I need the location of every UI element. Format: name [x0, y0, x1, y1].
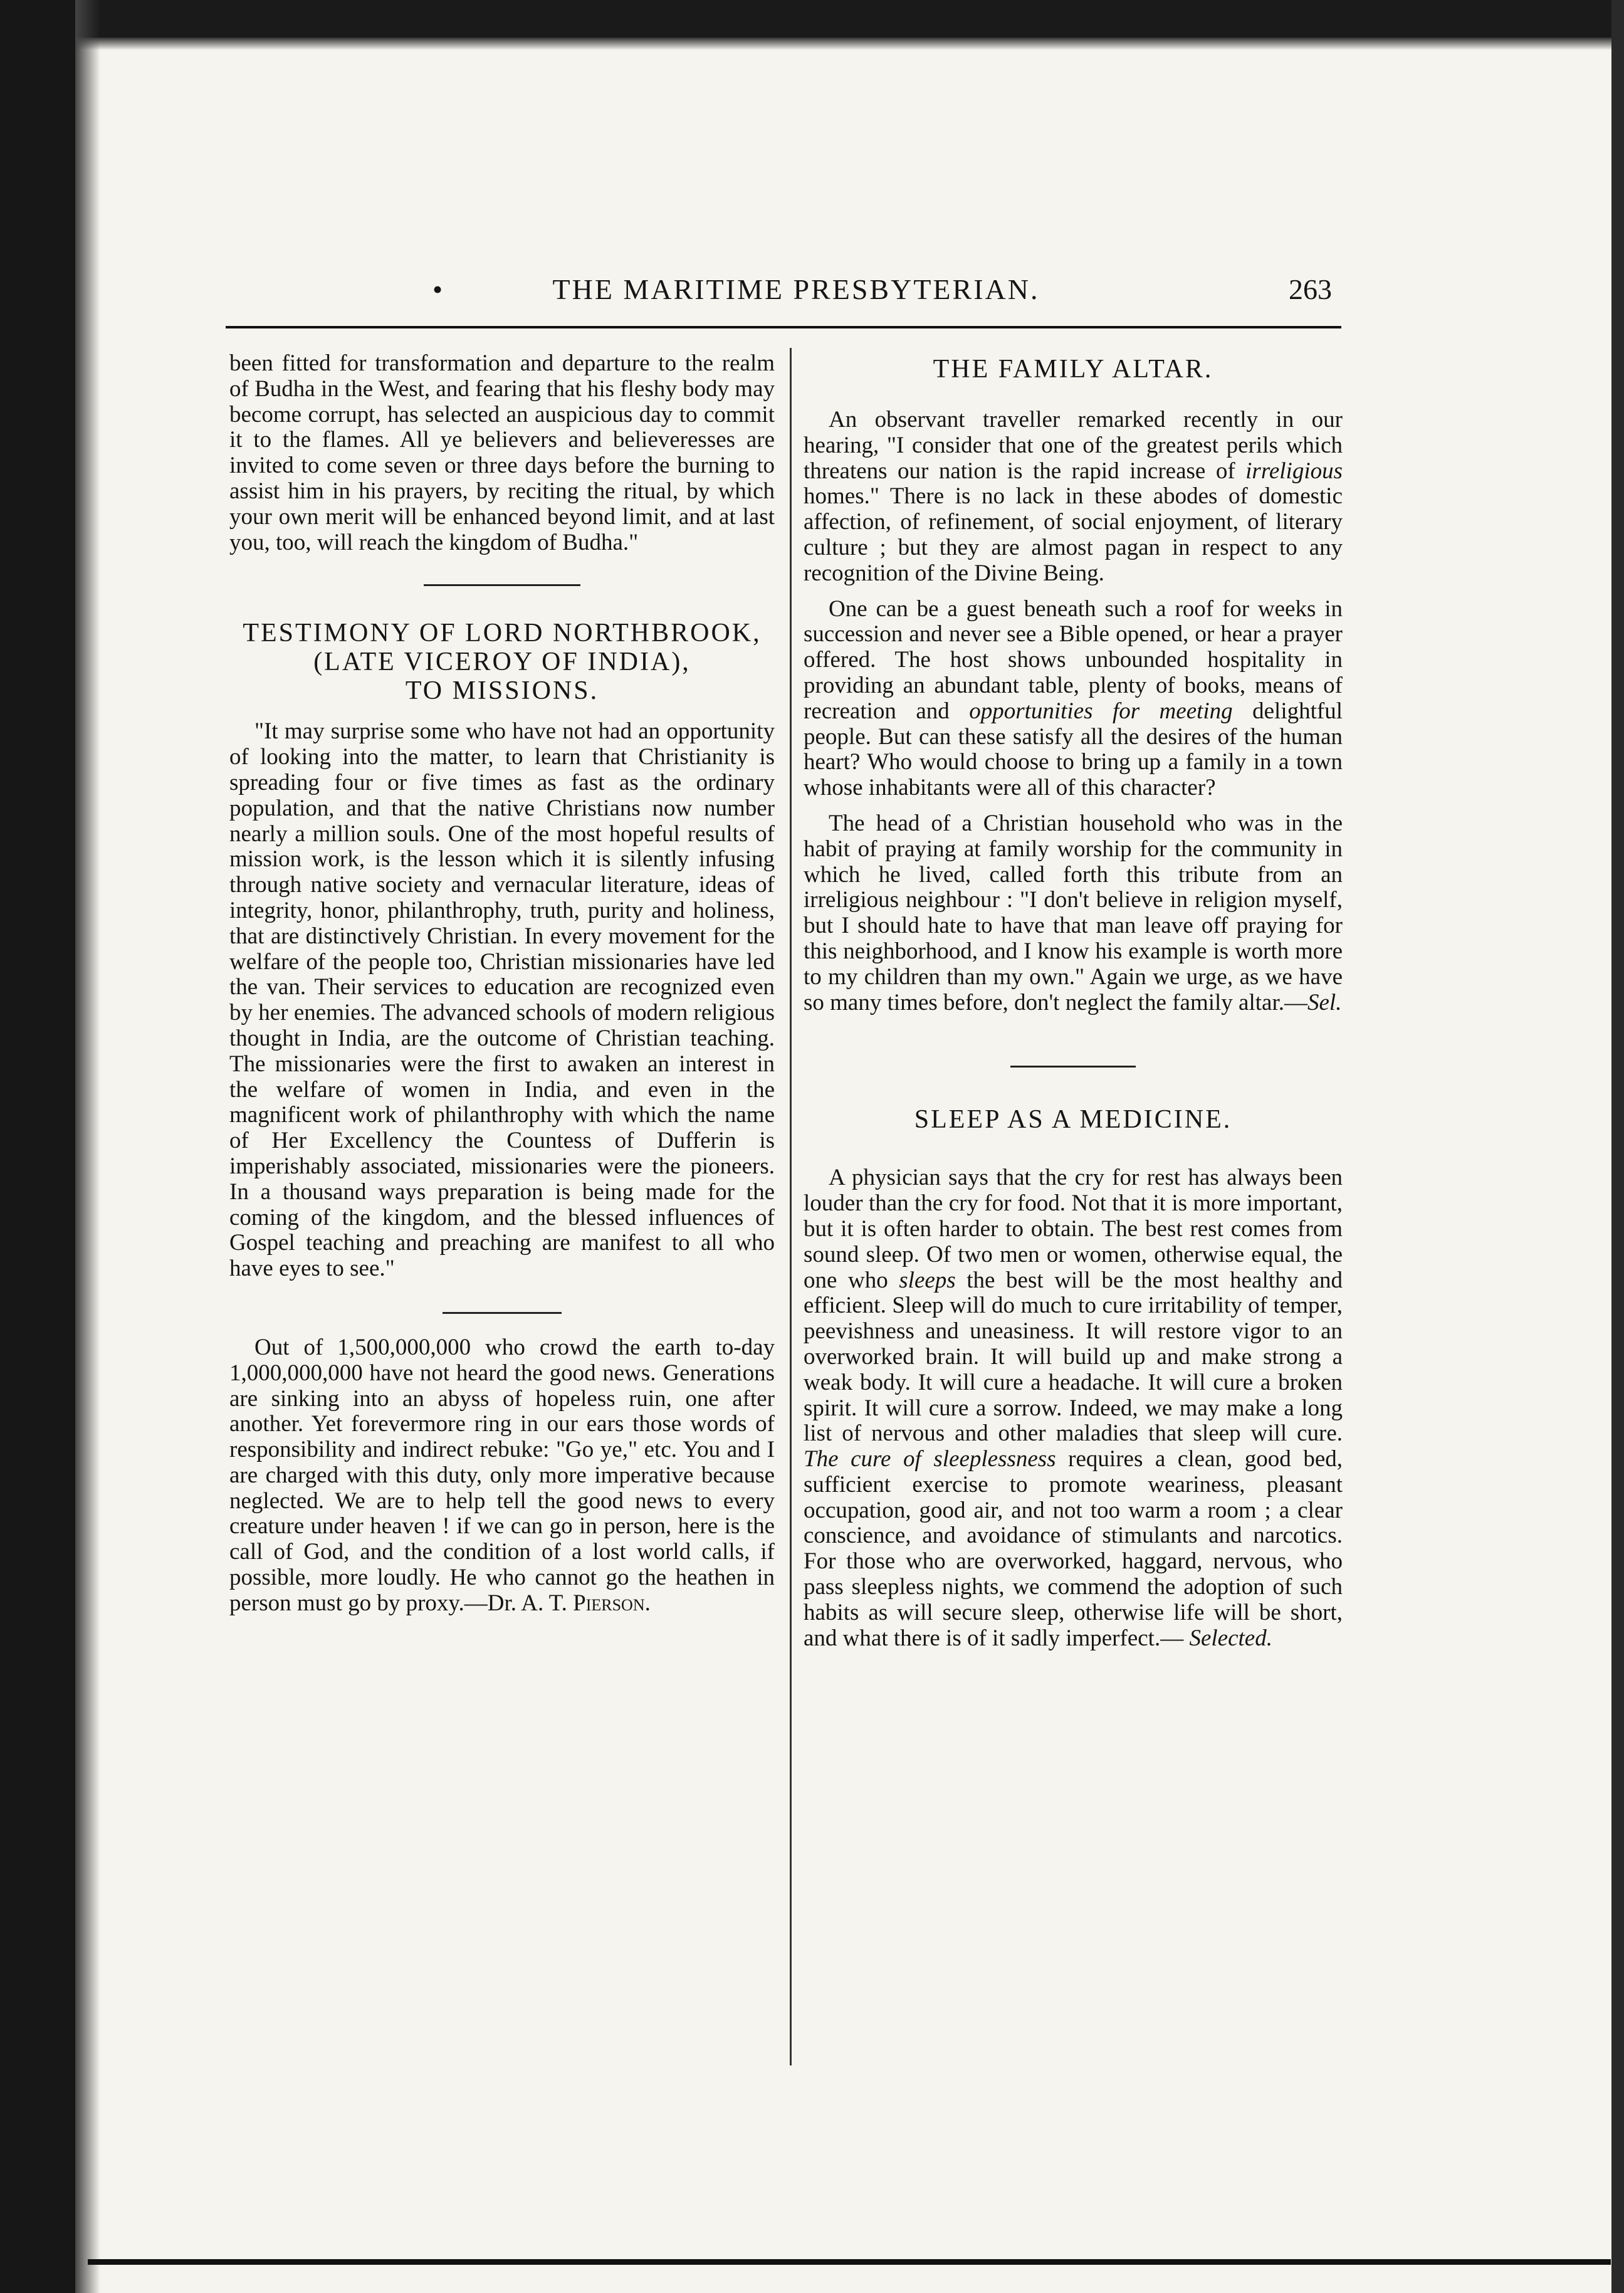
family-altar-paragraph-1	[804, 407, 1343, 587]
text-run: the best will be the most healthy and efficient. Sleep will do much to cure irritability of temper, peevishness and uneasiness. It will restore vigor to an overworked brain. It will build up and make strong a weak body. It will cure a headache. It will cure a broken spirit. It will cure a sorrow. Indeed, we may make a long list of nervous and other maladies that sleep will cure.	[804, 1267, 1343, 1447]
spacer	[804, 1068, 1343, 1105]
italic-text: The cure of sleeplessness	[804, 1446, 1056, 1472]
population-body: Out of 1,500,000,000 who crowd the earth to-day 1,000,000,000 have not heard the good news. Generations are sinking into an abyss of hopeless ruin, one after another. Yet forevermore ring in our ears those words of responsibility and indirect rebuke: "Go ye," etc. You and I are charged with this duty, only more imperative because neglected. We are to help tell the good news to every creature under heaven ! if we can go in person, here is the call of God, and the condition of a lost world calls, if possible, more loudly. He who cannot go the heathen in person must go by proxy.—Dr. A. T.	[229, 1334, 775, 1616]
article-subtitle-viceroy: (LATE VICEROY OF INDIA),	[313, 648, 691, 677]
page-number: 263	[1289, 273, 1332, 305]
text-run: delightful people. But can these satisfy all the desires of the human heart? Who would choose to bring up a family in a town whose inhabitants were all of this character?	[804, 698, 1343, 801]
spacer	[229, 586, 775, 619]
family-altar-paragraph-2	[804, 597, 1343, 801]
continued-paragraph: been fitted for transformation and departure to the realm of Budha in the West, and fearing that his fleshy body may become corrupt, has selected an auspicious day to commit it to the flames. All ye believers and believeresses are invited to come seven or three days before the burning to assist him in his prayers, by reciting the ritual, by which your own merit will be enhanced beyond limit, and at last you, too, will reach the kingdom of Budha."	[229, 350, 775, 555]
scan-top-shadow	[0, 38, 1624, 50]
left-column	[229, 351, 775, 1617]
author-name: Pierson.	[573, 1590, 651, 1616]
spacer	[229, 705, 775, 719]
article-title-family-altar: THE FAMILY ALTAR.	[933, 355, 1213, 384]
text-run: homes." There is no lack in these abodes of domestic affection, of refinement, of social enjoyment, of literary culture ; but they are almost pagan in respect to any recognition of the Divine Being.	[804, 483, 1343, 586]
scan-right-edge	[1611, 0, 1624, 2293]
scan-bottom-edge	[88, 2259, 1611, 2265]
spacer	[229, 1282, 775, 1312]
spacer	[229, 1314, 775, 1335]
spacer	[804, 384, 1343, 407]
text-run: A physician says that the cry for rest has always been louder than the cry for food. Not that it is more important, but it is often harder to obtain. The best rest comes from sound sleep. Of two men or women, otherwise equal, the one who	[804, 1165, 1343, 1293]
text-run: requires a clean, good bed, sufficient exercise to promote weariness, pleasant occupation, good air, and not too warm a room ; a clear conscience, and avoidance of stimulants and narcotics. For those who are overworked, haggard, nervous, who pass sleepless nights, we commend the adoption of such habits as will secure sleep, otherwise life will be short, and what there is of it sadly imperfect.—	[804, 1446, 1343, 1651]
article-subtitle-missions: TO MISSIONS.	[405, 676, 599, 706]
northbrook-body: "It may surprise some who have not had an opportunity of looking into the matter, to learn that Christianity is spreading four or five times as fast as the ordinary population, and that the native Christians now number nearly a million souls. One of the most hopeful results of mission work, is the lesson which it is silently infusing through native society and vernacular literature, ideas of integrity, honor, philanthrophy, truth, purity and holiness, that are distinctively Christian. In every movement for the welfare of the people too, Christian missionaries have led the van. Their services to education are recognized even by her enemies. The advanced schools of modern religious thought in India, are the outcome of Christian teaching. The missionaries were the first to awaken an interest in the welfare of women in India, and even in the magnificent work of philanthrophy with which the name of Her Excellency the Countess of Dufferin is imperishably associated, missionaries were the pioneers. In a thousand ways preparation is being made for the coming of the kingdom, and the blessed influences of Gospel teaching and preaching are manifest to all who have eyes to see."	[229, 718, 775, 1282]
right-column	[804, 351, 1343, 1651]
scan-top-edge	[0, 0, 1624, 38]
italic-text: opportunities for meeting	[969, 698, 1233, 724]
page-title: THE MARITIME PRESBYTERIAN.	[552, 273, 1040, 305]
column-divider	[790, 348, 792, 2065]
article-title-sleep: SLEEP AS A MEDICINE.	[914, 1105, 1232, 1135]
spacer	[804, 587, 1343, 597]
text-run: One can be a guest beneath such a roof for weeks in succession and never see a Bible opened, or hear a prayer offered. The host shows unbounded hospitality in providing an abundant table, plenty of books, means of recreation and	[804, 596, 1343, 724]
text-run: An observant traveller remarked recently in our hearing, "I consider that one of the greatest perils which threatens our nation is the rapid increase of	[804, 407, 1343, 484]
scan-left-edge	[0, 0, 75, 2293]
source-attribution: Sel.	[1307, 989, 1342, 1015]
header-bullet: •	[432, 273, 443, 305]
spacer	[804, 801, 1343, 811]
spacer	[804, 1015, 1343, 1066]
text-run: The head of a Christian household who was in the habit of praying at family worship for the community in which he lived, called forth this tribute from an irreligious neighbour : "I don't believe in religion myself, but I should hate to have that man leave off praying for this neighborhood, and I know his example is worth more to my children than my own." Again we urge, as we have so many times before, don't neglect the family altar.—	[804, 810, 1343, 1015]
spacer	[229, 555, 775, 584]
italic-text: sleeps	[899, 1267, 956, 1293]
header-rule	[226, 326, 1341, 328]
family-altar-paragraph-3	[804, 811, 1343, 1015]
article-title-northbrook: TESTIMONY OF LORD NORTHBROOK,	[243, 619, 762, 648]
scan-left-shadow	[75, 0, 100, 2293]
spacer	[804, 1134, 1343, 1165]
sleep-body	[804, 1165, 1343, 1651]
source-attribution: Selected.	[1189, 1625, 1272, 1651]
population-paragraph	[229, 1335, 775, 1617]
italic-text: irreligious	[1245, 458, 1343, 484]
